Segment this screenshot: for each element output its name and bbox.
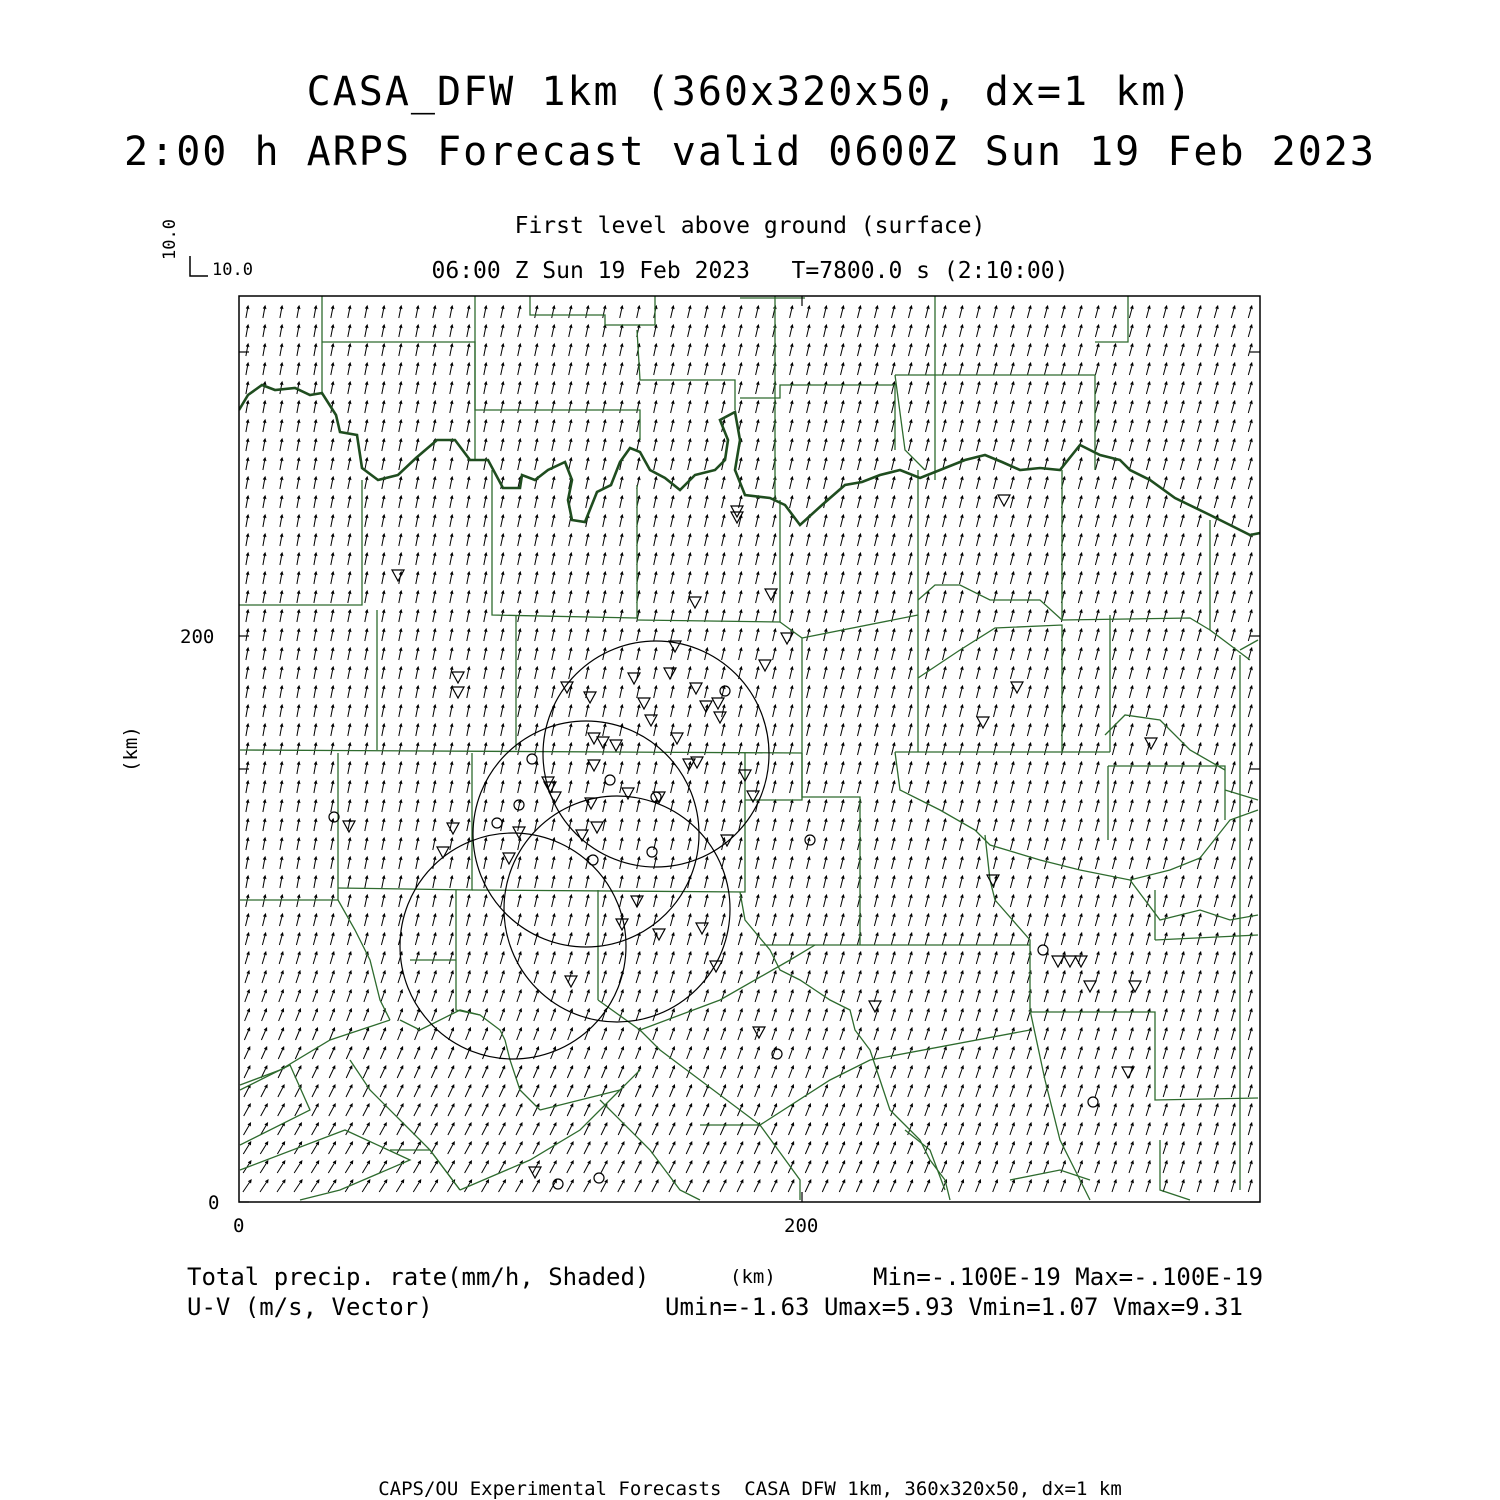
station-triangle-icon bbox=[1084, 981, 1096, 992]
x-tick-200: 200 bbox=[784, 1215, 819, 1237]
station-triangle-icon bbox=[392, 570, 404, 581]
wind-arrows bbox=[243, 306, 1252, 1192]
range-ring bbox=[504, 796, 730, 1022]
station-triangle-icon bbox=[1145, 738, 1157, 749]
legend-vector-field: U-V (m/s, Vector) bbox=[187, 1293, 433, 1321]
title-line-2: 2:00 h ARPS Forecast valid 0600Z Sun 19 Feb 2023 bbox=[124, 129, 1376, 175]
y-tick-200: 200 bbox=[180, 626, 215, 648]
y-tick-0: 0 bbox=[208, 1192, 220, 1214]
footer-credit: CAPS/OU Experimental Forecasts CASA DFW 1km, 360x320x50, dx=1 km bbox=[378, 1478, 1122, 1500]
station-triangle-icon bbox=[452, 672, 464, 683]
station-triangle-icon bbox=[696, 923, 708, 934]
station-triangle-icon bbox=[591, 822, 603, 833]
range-ring bbox=[400, 833, 626, 1059]
legend-minmax: Min=-.100E-19 Max=-.100E-19 bbox=[873, 1263, 1264, 1291]
station-triangle-icon bbox=[588, 760, 600, 771]
legend-uv-stats: Umin=-1.63 Umax=5.93 Vmin=1.07 Vmax=9.31 bbox=[665, 1293, 1243, 1321]
station-circle-icon bbox=[647, 847, 657, 857]
station-triangle-icon bbox=[628, 673, 640, 684]
station-triangle-icon bbox=[759, 660, 771, 671]
station-triangle-icon bbox=[645, 715, 657, 726]
station-circle-icon bbox=[1038, 945, 1048, 955]
station-circle-icon bbox=[492, 818, 502, 828]
station-circle-icon bbox=[588, 855, 598, 865]
station-triangle-icon bbox=[452, 687, 464, 698]
legend-shaded-field: Total precip. rate(mm/h, Shaded) bbox=[187, 1263, 650, 1291]
reference-v-label: 10.0 bbox=[160, 219, 180, 260]
range-ring bbox=[543, 641, 769, 867]
x-axis-label: (km) bbox=[730, 1266, 776, 1288]
state-border bbox=[239, 385, 1260, 535]
station-circle-icon bbox=[594, 1173, 604, 1183]
station-triangle-icon bbox=[869, 1001, 881, 1012]
station-triangle-icon bbox=[1129, 981, 1141, 992]
station-circle-icon bbox=[527, 754, 537, 764]
station-triangle-icon bbox=[690, 683, 702, 694]
station-triangle-icon bbox=[610, 740, 622, 751]
county-boundaries bbox=[239, 296, 1258, 1200]
station-triangle-icon bbox=[447, 823, 459, 834]
reference-u-label: 10.0 bbox=[212, 260, 253, 280]
station-triangle-icon bbox=[689, 597, 701, 608]
reference-vector-icon bbox=[190, 256, 208, 276]
station-triangle-icon bbox=[616, 919, 628, 930]
y-axis-label: (km) bbox=[120, 726, 142, 772]
plot-frame bbox=[239, 296, 1260, 1202]
station-triangle-icon bbox=[503, 853, 515, 864]
station-triangle-icon bbox=[671, 733, 683, 744]
station-triangle-icon bbox=[565, 976, 577, 987]
station-triangle-icon bbox=[987, 875, 999, 886]
axis-ticks bbox=[239, 296, 1260, 1202]
station-triangle-icon bbox=[1075, 956, 1087, 967]
station-circle-icon bbox=[1088, 1097, 1098, 1107]
title-line-1: CASA_DFW 1km (360x320x50, dx=1 km) bbox=[306, 69, 1194, 115]
x-tick-0: 0 bbox=[233, 1215, 245, 1237]
station-triangle-icon bbox=[597, 737, 609, 748]
time-label: 06:00 Z Sun 19 Feb 2023 T=7800.0 s (2:10:00) bbox=[431, 258, 1069, 284]
station-triangle-icon bbox=[714, 712, 726, 723]
station-triangle-icon bbox=[1064, 956, 1076, 967]
wind-vector-field bbox=[243, 306, 1252, 1192]
station-circle-icon bbox=[605, 775, 615, 785]
level-label: First level above ground (surface) bbox=[514, 213, 986, 239]
station-triangle-icon bbox=[712, 698, 724, 709]
station-triangle-icon bbox=[998, 495, 1010, 506]
station-triangle-icon bbox=[437, 847, 449, 858]
